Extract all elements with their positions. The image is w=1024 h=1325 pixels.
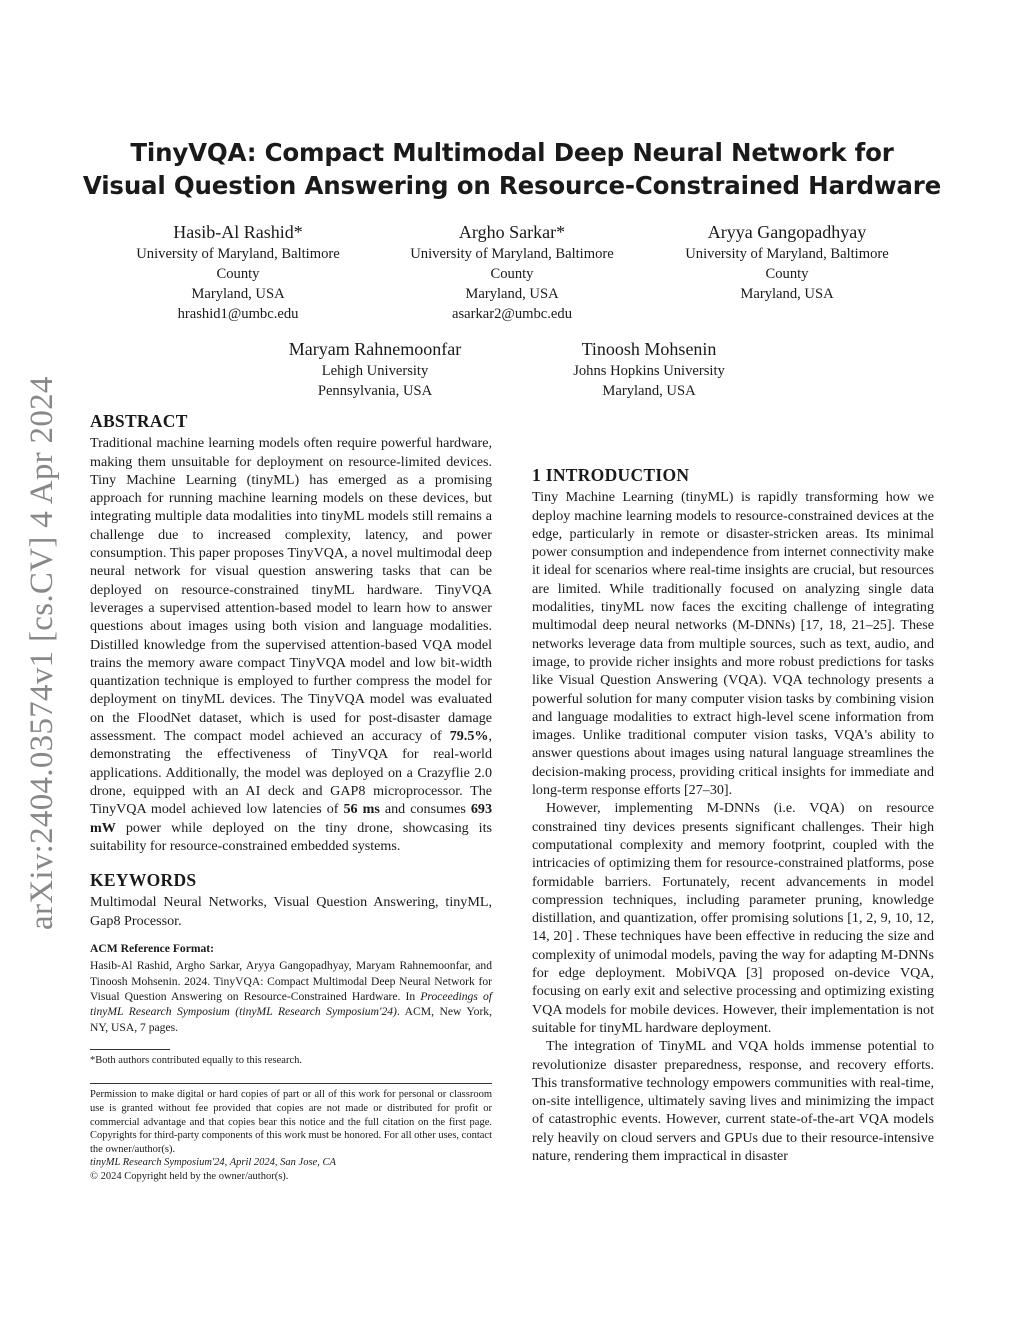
paper-title bbox=[0, 136, 1024, 202]
intro-paragraph-3: The integration of TinyML and VQA holds immense potential to revolutionize disaster preparedness, response, and recovery efforts. This transformative technology empowers communities with real-time, on-site intelligence, ultimately saving lives and minimizing the impact of catastrophic events. However, current state-of-the-art VQA models rely heavily on cloud servers and GPUs due to their resource-intensive nature, rendering them impractical in disaster bbox=[532, 1038, 934, 1164]
abstract-heading: ABSTRACT bbox=[90, 411, 188, 431]
abstract-text: Traditional machine learning models often require powerful hardware, making them unsuitable for deployment on resource-limited devices. Tiny Machine Learning (tinyML) has emerged as a promising approach for running machine learning models on these devices, but integrating multiple data modalities into tinyML models still remains a challenge due to increased complexity, latency, and power consumption. This paper proposes TinyVQA, a novel multimodal deep neural network for visual question answering tasks that can be deployed on resource-constrained tinyML hardware. TinyVQA leverages a supervised attention-based model to learn how to answer questions about images using both vision and language modalities. Distilled knowledge from the supervised attention-based VQA model trains the memory aware compact TinyVQA model and low bit-width quantization technique is employed to further compress the model for deployment on tinyML devices. The TinyVQA model was evaluated on the FloodNet dataset, which is used for post-disaster damage assessment. The compact model achieved an accuracy of 79.5%, demonstrating the effectiveness of TinyVQA for real-world applications. Additionally, the model was deployed on a Crazyflie 2.0 drone, equipped with an AI deck and GAP8 microprocessor. The TinyVQA model achieved low latencies of 56 ms and consumes 693 mW power while deployed on the tiny drone, showcasing its suitability for resource-constrained embedded systems. bbox=[90, 435, 492, 854]
author-email[interactable]: asarkar2@umbc.edu bbox=[451, 306, 572, 322]
acm-reference-text: Hasib-Al Rashid, Argho Sarkar, Aryya Gangopadhyay, Maryam Rahnemoonfar, and Tinoosh Mohsenin. 2024. TinyVQA: Compact Multimodal Deep Neural Network for Visual Question Answering on Resource-Constrained Hardware. In Proceedings of tinyML Research Symposium (tinyML Research Symposium'24). ACM, New York, NY, USA, 7 pages. bbox=[90, 959, 493, 1034]
acm-reference-heading: ACM Reference Format: bbox=[90, 942, 215, 956]
permission-notice: Permission to make digital or hard copies of part or all of this work for personal or classroom use is granted without fee provided that copies are not made or distributed for profit or commercial advantage and that copies bear this notice and the full citation on the first page. Copyrights for third-party components of this work must be honored. For all other uses, contact the owner/author(s). bbox=[90, 1089, 492, 1155]
permission-rule bbox=[90, 1083, 492, 1084]
keywords-text: Multimodal Neural Networks, Visual Question Answering, tinyML, Gap8 Processor. bbox=[90, 894, 492, 929]
author-email[interactable]: hrashid1@umbc.edu bbox=[177, 306, 299, 322]
left-column bbox=[90, 412, 492, 1184]
copyright: © 2024 Copyright held by the owner/author(s). bbox=[90, 1170, 289, 1182]
author-5: Tinoosh Mohsenin Johns Hopkins University Maryland, USA bbox=[573, 339, 725, 399]
keywords-heading: KEYWORDS bbox=[90, 870, 197, 891]
title-line-2: Visual Question Answering on Resource-Constrained Hardware bbox=[82, 171, 942, 200]
footnote-rule bbox=[90, 1049, 170, 1050]
author-2: Argho Sarkar* University of Maryland, Baltimore County Maryland, USA asarkar2@umbc.edu bbox=[382, 220, 642, 324]
right-column bbox=[532, 414, 934, 1165]
arxiv-stamp: arXiv:2404.03574v1 [cs.CV] 4 Apr 2024 bbox=[24, 376, 60, 930]
intro-paragraph-1: Tiny Machine Learning (tinyML) is rapidly transforming how we deploy machine learning models to resource-constrained devices at the edge, particularly in remote or disaster-stricken areas. Its minimal power consumption and independence from internet connectivity make it ideal for scenarios where real-time insights are crucial, but resources are limited. While traditionally focused on analyzing single data modalities, tinyML now faces the exciting challenge of integrating multimodal deep neural networks (M-DNNs) [17, 18, 21–25]. These networks leverage data from multiple sources, such as text, audio, and image, to provide richer insights and more robust predictions for tasks like Visual Question Answering (VQA). VQA technology presents a powerful solution for many computer vision tasks by combining vision and language modalities to extract high-level scene information from images. Unlike traditional computer vision tasks, VQA's ability to answer questions about images using natural language streamlines the decision-making process, providing critical insights for immediate and long-term response efforts [27–30]. bbox=[532, 489, 934, 799]
introduction-heading: 1 INTRODUCTION bbox=[532, 465, 690, 485]
author-4: Maryam Rahnemoonfar Lehigh University Pennsylvania, USA bbox=[288, 339, 462, 399]
intro-paragraph-2: However, implementing M-DNNs (i.e. VQA) on resource constrained tiny devices presents significant challenges. Their high computational complexity and memory footprint, coupled with the intricacies of optimizing them for resource-constrained platforms, pose formidable barriers. Fortunately, recent advancements in model compression techniques, including parameter pruning, knowledge distillation, and quantization, offer promising solutions [1, 2, 9, 10, 12, 14, 20] . These techniques have been effective in reducing the size and complexity of unimodal models, paving the way for adapting M-DNNs for edge deployment. MobiVQA [3] proposed on-device VQA, focusing on early exit and selective processing and optimizing existing VQA models for mobile devices. However, their implementation is not suitable for tinyML hardware deployment. bbox=[532, 800, 934, 1036]
author-3: Aryya Gangopadhyay University of Maryland, Baltimore County Maryland, USA bbox=[685, 222, 889, 302]
footnote: *Both authors contributed equally to this research. bbox=[90, 1054, 302, 1066]
conference-info: tinyML Research Symposium'24, April 2024, San Jose, CA bbox=[90, 1157, 336, 1169]
title-line-1: TinyVQA: Compact Multimodal Deep Neural Network for bbox=[130, 138, 894, 167]
author-1: Hasib-Al Rashid* University of Maryland, Baltimore County Maryland, USA hrashid1@umbc.edu bbox=[108, 220, 368, 324]
